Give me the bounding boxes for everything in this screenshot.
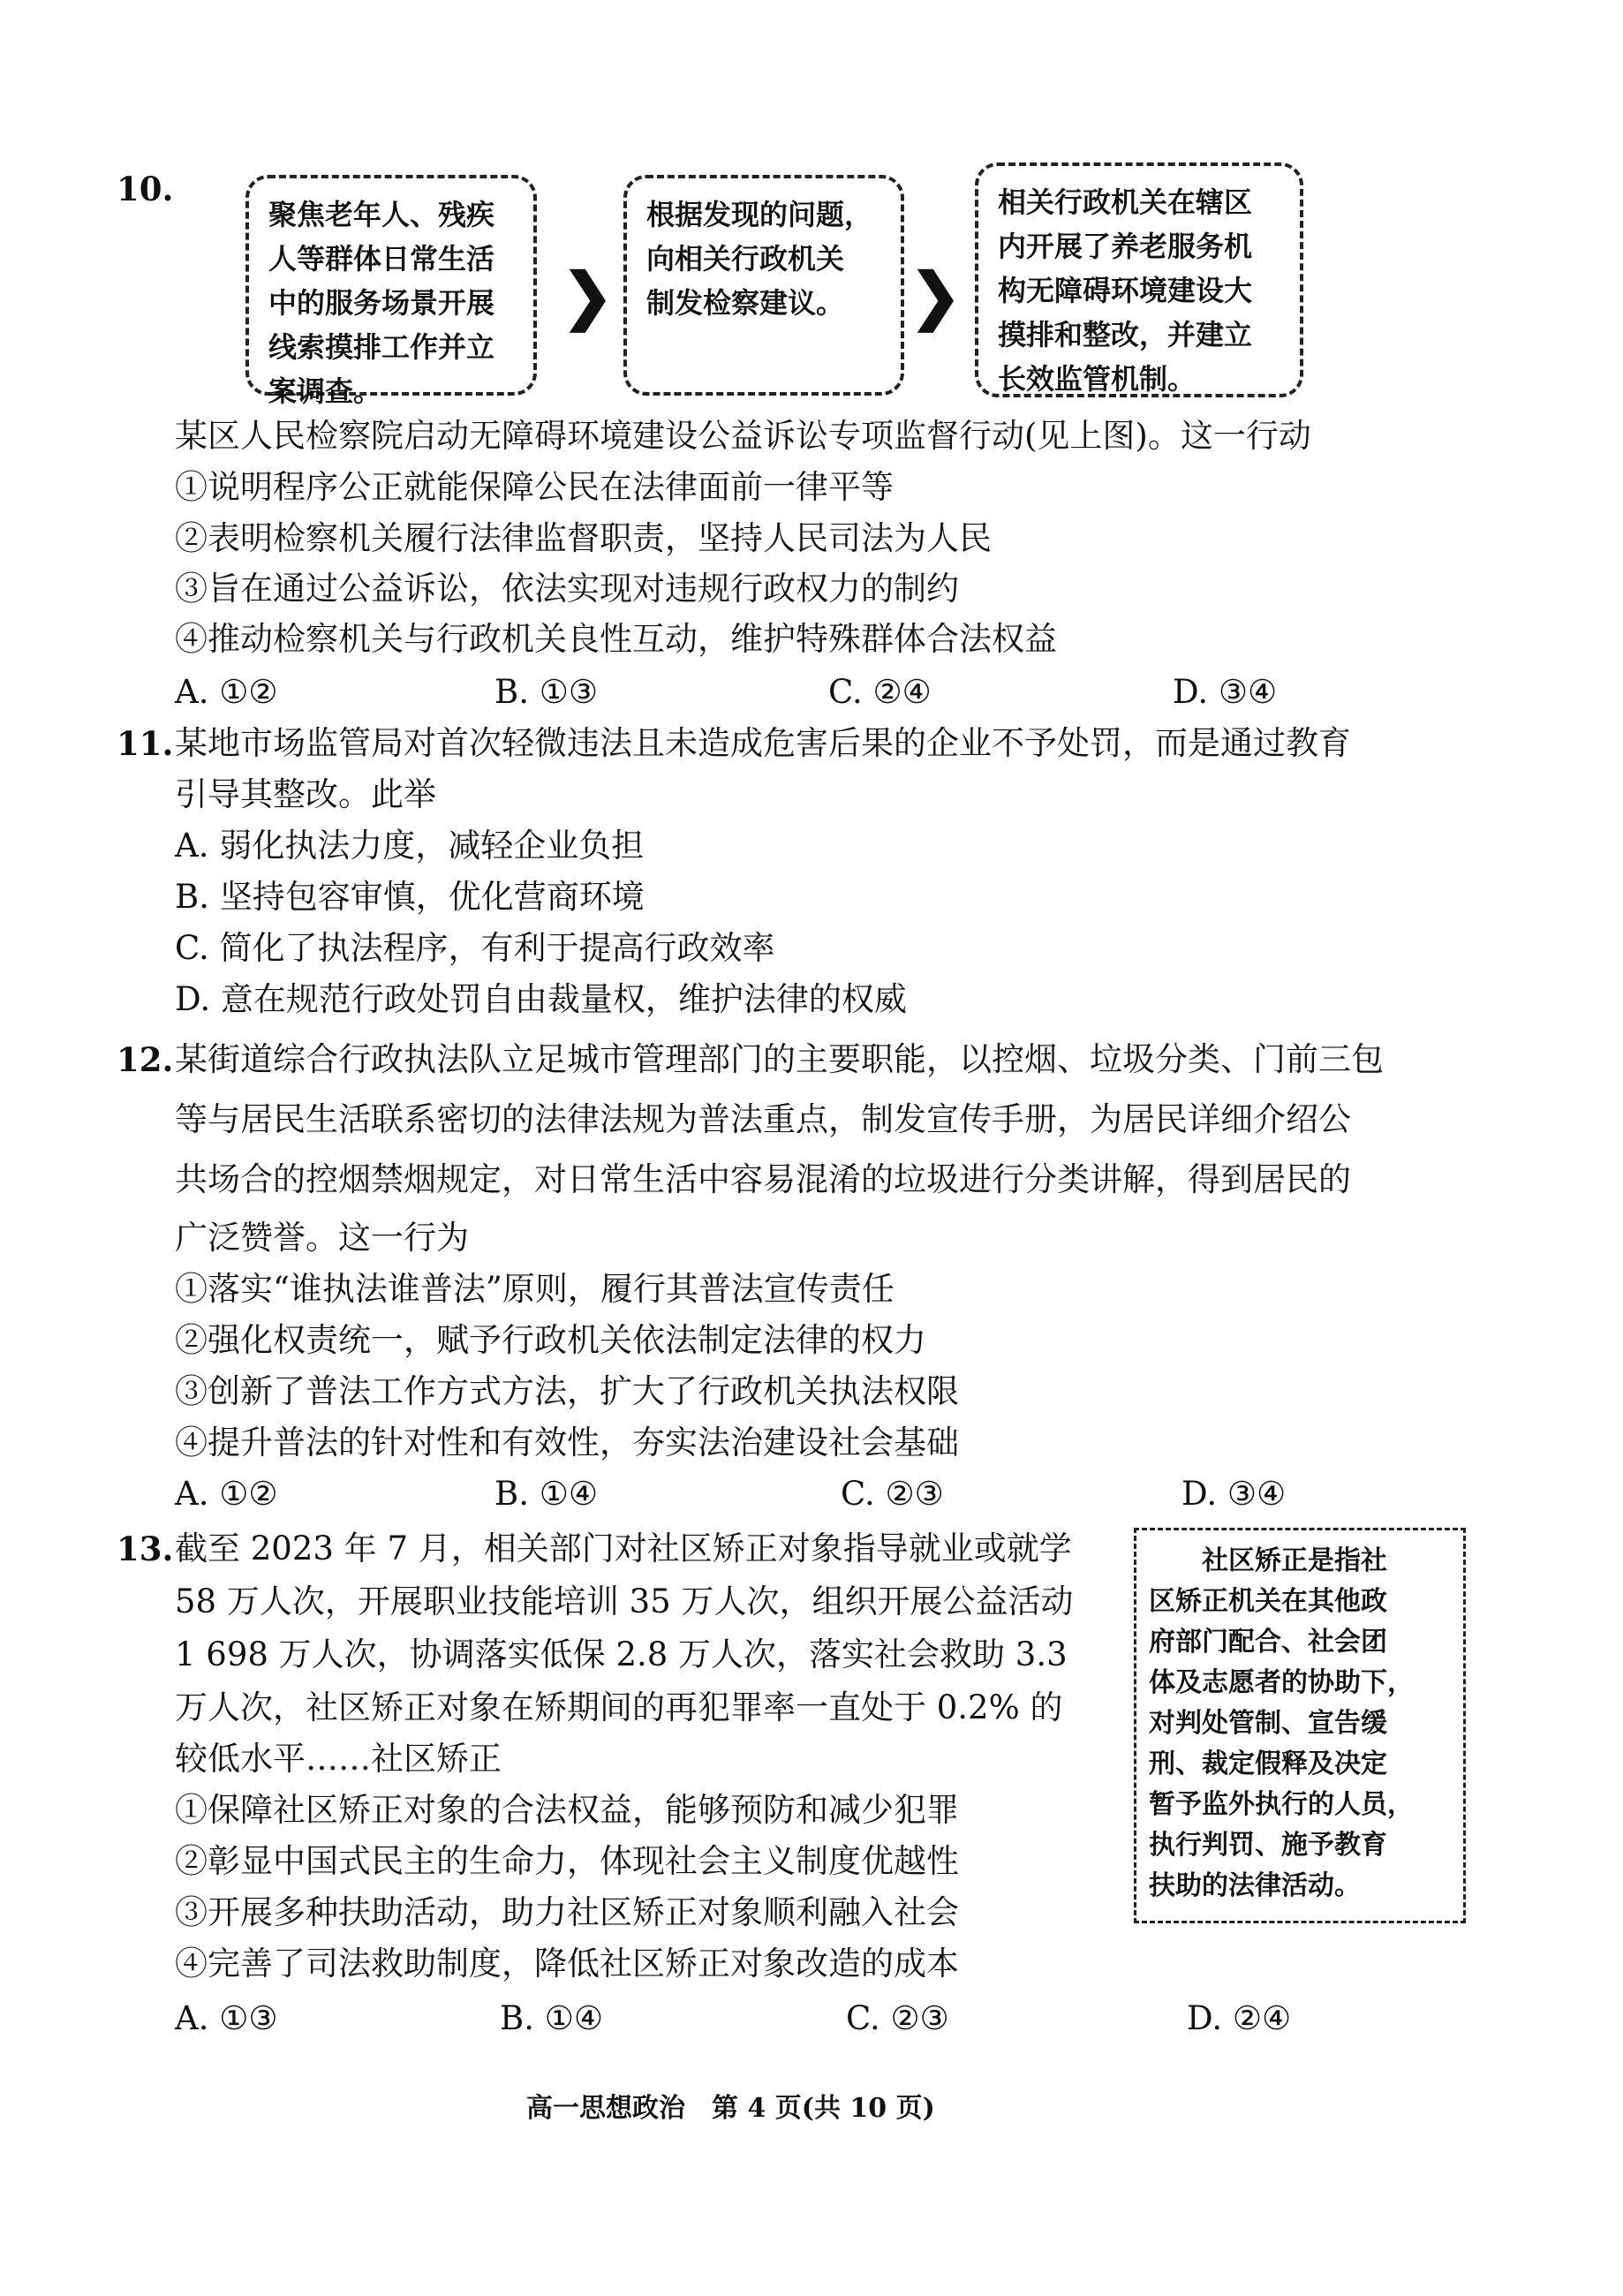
flow-text-line: 线索摸排工作并立 — [268, 330, 495, 364]
q13-option-b: B. ①④ — [500, 1999, 604, 2037]
q11-stem-line: 某地市场监管局对首次轻微违法且未造成危害后果的企业不予处罚，而是通过教育 — [175, 724, 1351, 762]
flow-text-line: 人等群体日常生活 — [268, 242, 495, 276]
q10-option-c: C. ②④ — [828, 673, 932, 711]
flow-text-line: 案调查。 — [268, 374, 382, 408]
q10-option-a: A. ①② — [175, 673, 278, 711]
flow-text-line: 根据发现的问题， — [646, 198, 873, 231]
q12-stem-line: 等与居民生活联系密切的法律法规为普法重点，制发宣传手册，为居民详细介绍公 — [175, 1100, 1351, 1138]
q12-option-b: B. ①④ — [494, 1475, 599, 1513]
q11-option-b: B. 坚持包容审慎，优化营商环境 — [175, 878, 645, 916]
q10-stem: 某区人民检察院启动无障碍环境建设公益诉讼专项监督行动(见上图)。这一行动 — [175, 417, 1311, 455]
q13-stem-line: 较低水平……社区矫正 — [175, 1740, 502, 1778]
flow-text-line: 向相关行政机关 — [646, 242, 845, 276]
q12-statement-1: ①落实“谁执法谁普法”原则，履行其普法宣传责任 — [175, 1270, 895, 1308]
flow-text-line: 内开展了养老服务机 — [998, 230, 1253, 263]
q13-definition-box — [1134, 1528, 1466, 1923]
definition-line: 扶助的法律活动。 — [1149, 1870, 1361, 1901]
q13-option-d: D. ②④ — [1187, 1999, 1292, 2037]
q12-statement-2: ②强化权责统一，赋予行政机关依法制定法律的权力 — [175, 1321, 926, 1359]
q13-statement-1: ①保障社区矫正对象的合法权益，能够预防和减少犯罪 — [175, 1791, 959, 1829]
q13-stem-line: 万人次，社区矫正对象在矫期间的再犯罪率一直处于 0.2% 的 — [175, 1688, 1063, 1726]
definition-line: 社区矫正是指社 — [1202, 1545, 1387, 1576]
definition-line: 体及志愿者的协助下， — [1149, 1667, 1414, 1698]
flow-text-line: 长效监管机制。 — [998, 362, 1196, 396]
q10-option-b: B. ①③ — [494, 673, 599, 711]
flow-text-line: 相关行政机关在辖区 — [998, 185, 1253, 219]
q10-statement-4: ④推动检察机关与行政机关良性互动，维护特殊群体合法权益 — [175, 620, 1057, 658]
page-footer: 高一思想政治 第 4 页(共 10 页) — [526, 2093, 935, 2124]
q11-option-d: D. 意在规范行政处罚自由裁量权，维护法律的权威 — [175, 980, 907, 1018]
q12-stem-line: 广泛赞誉。这一行为 — [175, 1219, 469, 1257]
flow-text-line: 制发检察建议。 — [646, 286, 845, 320]
q10-statement-2: ②表明检察机关履行法律监督职责，坚持人民司法为人民 — [175, 519, 992, 557]
q12-stem-line: 共场合的控烟禁烟规定，对日常生活中容易混淆的垃圾进行分类讲解，得到居民的 — [175, 1160, 1351, 1198]
q13-stem-line: 截至 2023 年 7 月，相关部门对社区矫正对象指导就业或就学 — [175, 1529, 1072, 1567]
definition-line: 执行判罚、施予教育 — [1149, 1830, 1387, 1861]
definition-line: 区矫正机关在其他政 — [1149, 1586, 1387, 1617]
q11-number: 11. — [117, 724, 174, 763]
q13-statement-4: ④完善了司法救助制度，降低社区矫正对象改造的成本 — [175, 1945, 959, 1983]
q12-option-d: D. ③④ — [1181, 1475, 1287, 1513]
flow-text-line: 构无障碍环境建设大 — [998, 274, 1253, 307]
flow-arrow-icon: ❯ — [910, 259, 962, 332]
q12-stem-line: 某街道综合行政执法队立足城市管理部门的主要职能，以控烟、垃圾分类、门前三包 — [175, 1040, 1384, 1078]
q10-flow-box-1 — [245, 175, 537, 408]
q10-statement-3: ③旨在通过公益诉讼，依法实现对违规行政权力的制约 — [175, 570, 959, 608]
definition-line: 暂予监外执行的人员， — [1149, 1789, 1414, 1820]
q12-option-a: A. ①② — [175, 1475, 278, 1513]
q13-option-c: C. ②③ — [846, 1999, 949, 2037]
q12-number: 12. — [117, 1040, 174, 1079]
q10-statement-1: ①说明程序公正就能保障公民在法律面前一律平等 — [175, 468, 894, 506]
q13-option-a: A. ①③ — [175, 1999, 278, 2037]
flow-text-line: 聚焦老年人、残疾 — [268, 198, 495, 231]
q10-number: 10. — [117, 170, 174, 208]
flow-text-line: 中的服务场景开展 — [268, 286, 495, 320]
flow-arrow-icon: ❯ — [562, 259, 614, 332]
flow-text-line: 摸排和整改，并建立 — [998, 318, 1253, 351]
q12-option-c: C. ②③ — [841, 1475, 944, 1513]
q11-option-a: A. 弱化执法力度，减轻企业负担 — [175, 827, 645, 865]
q10-flow-box-2 — [623, 175, 904, 396]
q12-statement-3: ③创新了普法工作方式方法，扩大了行政机关执法权限 — [175, 1372, 959, 1410]
q10-option-d: D. ③④ — [1173, 673, 1278, 711]
q11-stem-line: 引导其整改。此举 — [175, 775, 436, 813]
q13-stem-line: 58 万人次，开展职业技能培训 35 万人次，组织开展公益活动 — [175, 1582, 1074, 1620]
definition-line: 对判处管制、宣告缓 — [1149, 1708, 1387, 1739]
q12-statement-4: ④提升普法的针对性和有效性，夯实法治建设社会基础 — [175, 1424, 959, 1461]
definition-line: 刑、裁定假释及决定 — [1149, 1748, 1387, 1779]
q13-stem-line: 1 698 万人次，协调落实低保 2.8 万人次，落实社会救助 3.3 — [175, 1635, 1068, 1673]
q13-number: 13. — [117, 1529, 174, 1568]
q13-statement-2: ②彰显中国式民主的生命力，体现社会主义制度优越性 — [175, 1842, 959, 1880]
definition-line: 府部门配合、社会团 — [1149, 1627, 1387, 1658]
q13-statement-3: ③开展多种扶助活动，助力社区矫正对象顺利融入社会 — [175, 1893, 959, 1931]
q10-flow-box-3 — [975, 162, 1303, 397]
q11-option-c: C. 简化了执法程序，有利于提高行政效率 — [175, 929, 775, 967]
